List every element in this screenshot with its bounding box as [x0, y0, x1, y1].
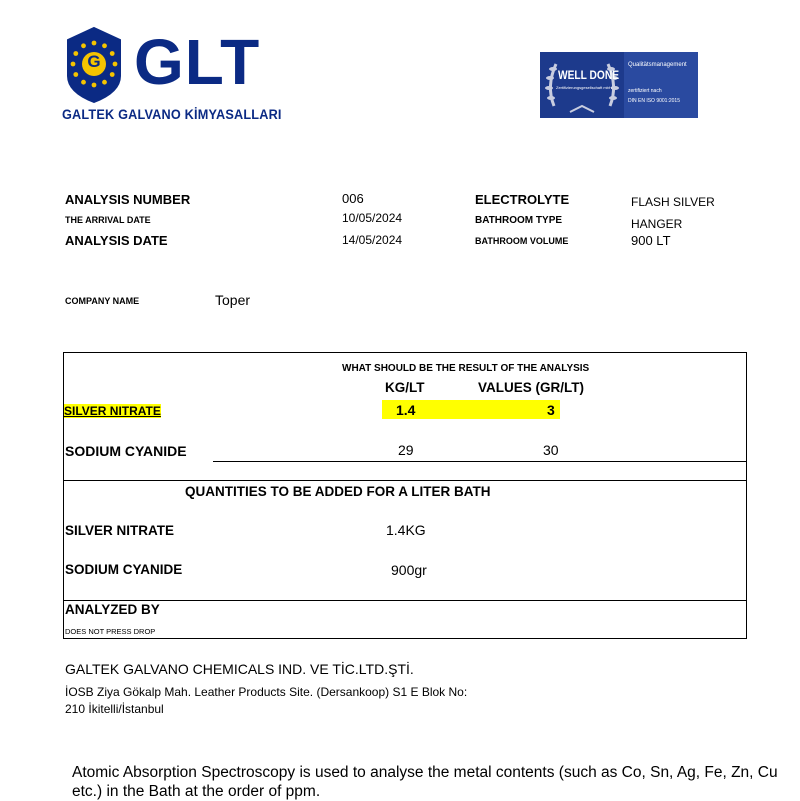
analyzed-by-label: ANALYZED BY	[65, 602, 160, 617]
certificate-small-line: Zertifizierungsgesellschaft mbH	[556, 85, 612, 90]
electrolyte-value: FLASH SILVER	[631, 195, 715, 209]
bathroom-type-value: HANGER	[631, 217, 683, 231]
certificate-badge	[540, 52, 698, 118]
quantity-row-name: SILVER NITRATE	[65, 523, 175, 538]
result-row-name: SILVER NITRATE	[64, 404, 161, 418]
quantity-row-amount: 1.4KG	[386, 522, 426, 538]
quantity-row-name: SODIUM CYANIDE	[65, 562, 183, 577]
quantities-heading: QUANTITIES TO BE ADDED FOR A LITER BATH	[185, 484, 491, 499]
footer-address-line1: İOSB Ziya Gökalp Mah. Leather Products Site. (Dersankoop) S1 E Blok No:	[65, 685, 468, 699]
certificate-right-line3: DIN EN ISO 9001:2015	[628, 98, 680, 104]
results-heading: WHAT SHOULD BE THE RESULT OF THE ANALYSIS	[342, 363, 590, 374]
shield-letter: G	[87, 52, 101, 71]
footer-company: GALTEK GALVANO CHEMICALS IND. VE TİC.LTD.ŞTİ.	[65, 661, 414, 677]
certificate-right-line1: Qualitätsmanagement	[628, 62, 687, 68]
result-row-values: 30	[543, 442, 559, 458]
arrival-date-label: THE ARRIVAL DATE	[65, 215, 151, 225]
company-name-value: Toper	[215, 292, 251, 308]
analysis-number-value: 006	[342, 191, 364, 206]
bathroom-volume-value: 900 LT	[631, 233, 671, 248]
company-name-label: COMPANY NAME	[65, 296, 140, 306]
analysis-date-label: ANALYSIS DATE	[65, 233, 168, 248]
company-shield-logo	[64, 26, 124, 109]
divider	[63, 600, 747, 601]
result-row-kg: 1.4	[396, 402, 416, 418]
brand-logo-text: GLT	[134, 26, 261, 98]
certificate-title: WELL DONE	[558, 68, 620, 82]
divider	[63, 480, 747, 481]
certificate-right-line2: zertifiziert nach	[628, 88, 662, 94]
analyzed-by-sub: DOES NOT PRESS DROP	[65, 627, 156, 636]
column-kg-lt: KG/LT	[385, 380, 425, 395]
quantity-row-amount: 900gr	[391, 562, 427, 578]
footer-address-line2: 210 İkitelli/İstanbul	[65, 702, 164, 716]
company-subtitle: GALTEK GALVANO KİMYASALLARI	[62, 107, 282, 122]
analysis-number-label: ANALYSIS NUMBER	[65, 192, 191, 207]
electrolyte-label: ELECTROLYTE	[475, 192, 570, 207]
column-values-gr-lt: VALUES (GR/LT)	[478, 380, 584, 395]
arrival-date-value: 10/05/2024	[342, 211, 403, 225]
result-row-name: SODIUM CYANIDE	[65, 443, 187, 459]
divider	[213, 461, 747, 462]
bathroom-volume-label: BATHROOM VOLUME	[475, 236, 569, 246]
bathroom-type-label: BATHROOM TYPE	[475, 215, 563, 226]
result-row-values: 3	[547, 402, 555, 418]
analysis-date-value: 14/05/2024	[342, 233, 403, 247]
result-row-kg: 29	[398, 442, 414, 458]
footer-note: Atomic Absorption Spectroscopy is used to analyse the metal contents (such as Co, Sn, Ag, Fe, Zn, Cu etc.) in the Bath at the order of ppm.	[72, 764, 778, 800]
